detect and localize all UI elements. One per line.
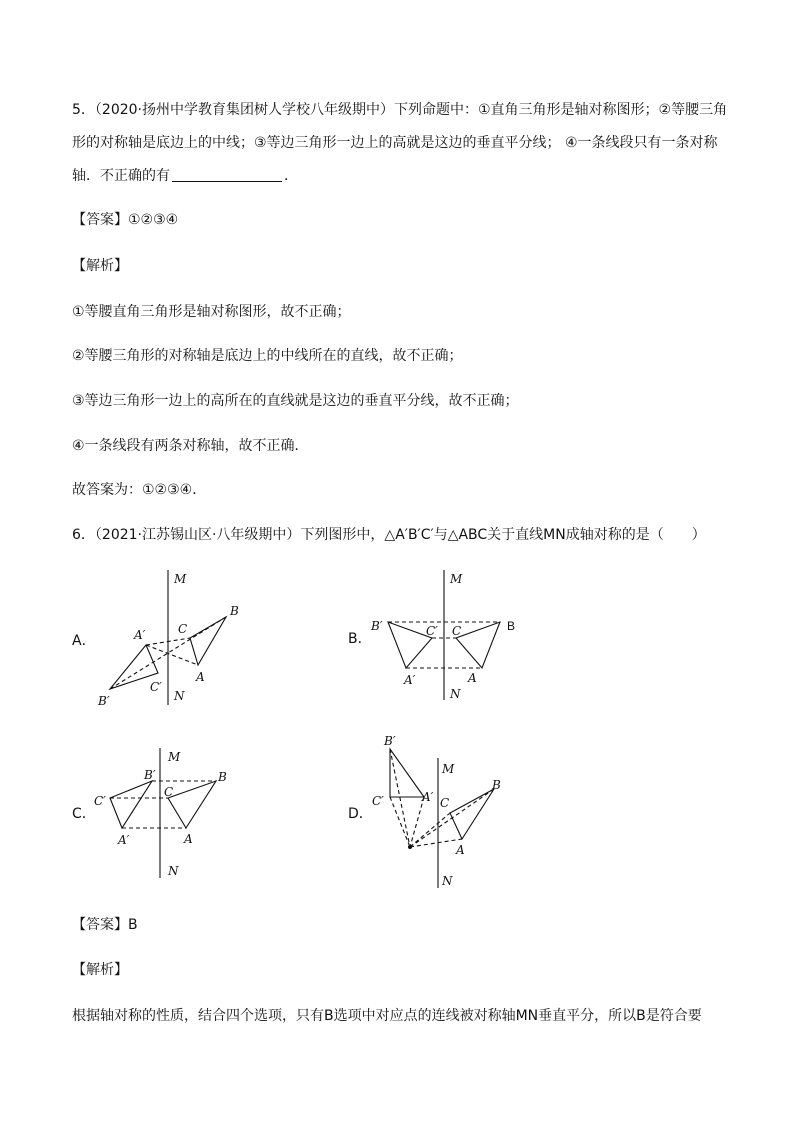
q5-stem-line3 <box>72 166 298 186</box>
label-m: M <box>168 750 181 764</box>
triangle-a1b1c1 <box>110 781 152 828</box>
label-a: A <box>184 832 193 846</box>
label-b: B <box>507 619 516 633</box>
dash-connector <box>410 813 450 847</box>
label-b-prime: B′ <box>384 734 396 748</box>
label-a: A <box>468 671 477 685</box>
answer-blank <box>172 167 282 182</box>
label-c-prime: C′ <box>372 794 384 808</box>
triangle-abc <box>168 781 216 828</box>
q5-stem-line2: 形的对称轴是底边上的中线；③等边三角形一边上的高就是这边的垂直平分线； ④一条线段只有一条对称 <box>72 135 718 151</box>
label-a: A <box>196 670 205 684</box>
q6-analysis: 根据轴对称的性质，结合四个选项，只有B选项中对应点的连线被对称轴MN垂直平分，所以B是符合要 <box>72 1008 702 1024</box>
q6-answer: 【答案】B <box>72 917 138 933</box>
option-b-label: B． <box>348 631 372 647</box>
label-a-prime: A′ <box>118 833 130 847</box>
q6-stem: 6．（2021·江苏锡山区·八年级期中）下列图形中，△A′B′C′与△ABC关于直线MN成轴对称的是（ ） <box>72 527 706 543</box>
label-b-prime: B′ <box>371 619 383 633</box>
label-n: N <box>450 687 461 701</box>
label-c: C <box>452 624 462 638</box>
triangle-abc <box>456 622 500 668</box>
triangle-abc <box>190 617 226 665</box>
label-a: A <box>456 843 465 857</box>
figure-option-a <box>90 565 250 715</box>
label-c-prime: C′ <box>150 680 162 694</box>
q5-stem-line3-text: 轴．不正确的有 <box>72 168 170 184</box>
q5-stem-line3-end: ． <box>284 168 298 184</box>
dash-connector <box>410 797 424 847</box>
q5-analysis-3: ③等边三角形一边上的高所在的直线就是这边的垂直平分线，故不正确； <box>72 393 519 409</box>
label-b: B <box>492 778 501 792</box>
label-c-prime: C′ <box>426 624 438 638</box>
label-a-prime: A′ <box>134 628 146 642</box>
label-c: C <box>178 622 188 636</box>
option-a-label: A． <box>72 633 96 649</box>
label-c: C <box>440 796 450 810</box>
q6-analysis-title: 【解析】 <box>72 962 128 978</box>
label-m: M <box>450 572 463 586</box>
label-b-prime: B′ <box>98 694 110 708</box>
label-m: M <box>174 572 187 586</box>
q5-analysis-1: ①等腰直角三角形是轴对称图形，故不正确； <box>72 304 351 320</box>
label-a-prime: A′ <box>404 673 416 687</box>
q5-answer: 【答案】①②③④ <box>72 212 179 228</box>
label-b: B <box>230 604 239 618</box>
label-m: M <box>442 762 455 776</box>
q5-stem-line1: 5．（2020·扬州中学教育集团树人学校八年级期中）下列命题中：①直角三角形是轴对称图形；②等腰三角 <box>72 102 728 118</box>
label-n: N <box>442 874 453 888</box>
triangle-abc <box>450 789 494 839</box>
figure-option-c <box>90 743 250 888</box>
label-a-prime: A′ <box>422 790 434 804</box>
q5-analysis-4: ④一条线段有两条对称轴，故不正确． <box>72 438 309 454</box>
label-b-prime: B′ <box>144 768 156 782</box>
q5-analysis-title: 【解析】 <box>72 258 128 274</box>
option-d-label: D． <box>348 806 373 822</box>
center-point <box>408 845 412 849</box>
label-n: N <box>174 689 185 703</box>
label-n: N <box>168 864 179 878</box>
label-b: B <box>218 770 227 784</box>
q5-conclusion: 故答案为：①②③④． <box>72 482 207 498</box>
dash-connector <box>390 797 410 847</box>
label-c: C <box>164 785 174 799</box>
label-c-prime: C′ <box>94 794 106 808</box>
q5-analysis-2: ②等腰三角形的对称轴是底边上的中线所在的直线，故不正确； <box>72 348 463 364</box>
figure-option-b <box>366 565 536 705</box>
option-c-label: C． <box>72 806 96 822</box>
figure-option-d <box>366 733 546 893</box>
